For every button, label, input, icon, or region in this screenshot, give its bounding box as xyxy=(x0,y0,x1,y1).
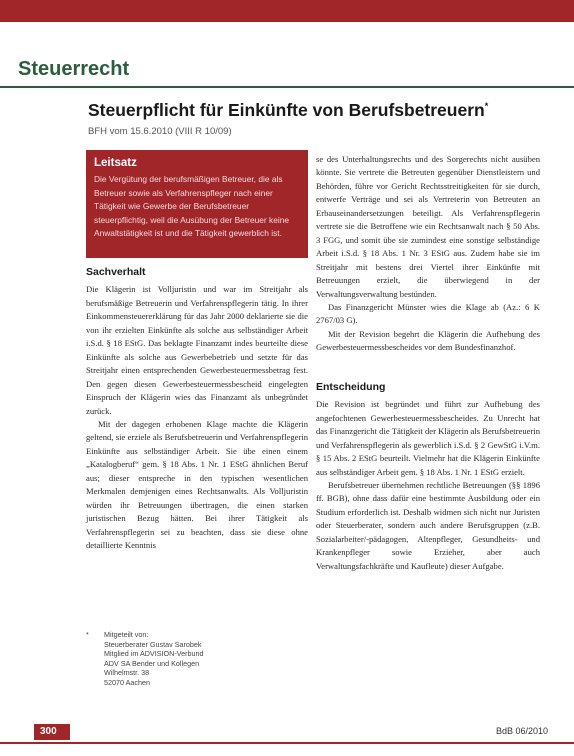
left-column xyxy=(86,266,308,553)
article-title-text: Steuerpflicht für Einkünfte von Berufsbetreuern xyxy=(88,100,485,120)
right-column xyxy=(316,153,540,573)
leitsatz-text: Die Vergütung der berufsmäßigen Betreuer, die als Betreuer sowie als Verfahrenspfleger nach einer Tätigkeit wie Gewerbe der Berufsbetreuer steuerpflichtig, weil die Ausübung der Betreuer keine Anwaltstätigkeit ist und die Tätigkeit gewerblich ist. xyxy=(94,174,290,239)
footnote xyxy=(86,630,203,688)
footnote-line: ADV SA Bender und Kollegen xyxy=(104,658,200,668)
footnote-mark: * xyxy=(86,630,89,639)
article-title xyxy=(88,100,488,121)
entscheidung-heading: Entscheidung xyxy=(316,380,386,393)
body-paragraph: Das Finanzgericht Münster wies die Klage ab (Az.: 6 K 2767/03 G). xyxy=(316,301,540,326)
footnote-line: Mitglied im ADVISION-Verbund xyxy=(104,649,204,659)
entscheidung-paragraph: Berufsbetreuer übernehmen rechtliche Betreuungen (§§ 1896 ff. BGB), ohne dass dafür eine bestimmte Ausbildung oder ein Studium erforderlich ist. Deshalb widmen sich nicht nur Juristen oder Steuerberater, sondern auch andere Berufsgruppen (z.B. Sozialarbeiter/-pädagogen, Altenpfleger, Gesundheits- und Krankenpfleger sowie Erzieher, aber auch Verwaltungsfachkräfte und Kaufleute) dieser Aufgabe. xyxy=(316,479,540,571)
sachverhalt-heading: Sachverhalt xyxy=(86,266,146,278)
footnote-reference: * xyxy=(484,101,489,112)
sachverhalt-paragraph: Mit der dagegen erhobenen Klage machte die Klägerin geltend, sie erziele als Berufsbetreuerin und Verfahrenspflegerin Einkünfte aus selbständiger Arbeit. Sie übe einen einem „Katalogberuf“ gem. § 18 Abs. 1 Nr. 1 EStG ähnlichen Beruf aus; dieser entspreche in den typischen wesentlichen Merkmalen demjenigen eines Rechtsanwalts. Als Volljuristin würden ihr Betreuungen übertragen, die einen starken juristischen Bezug hätten. Bei ihrer Tätigkeit als Verfahrenspflegerin sei zu beachten, dass sie diese ohne detaillierte Kenntnis xyxy=(86,418,308,551)
footnote-line: Mitgeteilt von: xyxy=(104,630,149,639)
section-divider xyxy=(0,86,574,88)
leitsatz-heading: Leitsatz xyxy=(94,157,137,169)
footnote-line: 52070 Aachen xyxy=(104,677,150,687)
sachverhalt-paragraph: Die Klägerin ist Volljuristin und war im Streitjahr als berufsmäßige Betreuerin und Verfahrenspflegerin tätig. In ihrer Einkommensteuererklärung für das Jahr 2000 deklarierte sie die von ihr erzielten Einkünfte als solche aus selbständiger Arbeit i.S.d. § 18 EStG. Das beklagte Finanzamt indes beurteilte diese Einkünfte als solche aus Gewerbebetrieb und setzte für das Streitjahr einen entsprechenden Gewerbesteuermessbetrag fest. Den gegen diesen Gewerbesteuermessbescheid eingelegten Einspruch der Klägerin wies das Finanzamt als unbegründet zurück. xyxy=(86,284,308,416)
body-paragraph: Mit der Revision begehrt die Klägerin die Aufhebung des Gewerbesteuermessbescheides vor dem Bundesfinanzhof. xyxy=(316,328,540,353)
leitsatz-box xyxy=(86,150,308,258)
section-heading: Steuerrecht xyxy=(18,58,130,80)
article-citation: BFH vom 15.6.2010 (VIII R 10/09) xyxy=(88,126,232,137)
body-paragraph: se des Unterhaltungsrechts und des Sorgerechts nicht ausüben könnte. Sie vertrete die Betreuten gegenüber Dienstleistern und Behörden, führe vor Gericht Rechtsstreitigkeiten für sie durch, entwerfe Verträge und sei als Vertreterin von Betreuten an Erbauseinandersetzungen beteiligt. Als Verfahrenspflegerin vertrete sie die Betroffene wie ein Rechtsanwalt nach § 50 Abs. 3 FGG, und somit übe sie zumindest eine sonstige selbständige Arbeit i.S.d. § 18 Abs. 1 Nr. 3 EStG aus. Zudem habe sie im Streitjahr mit bestens drei Viertel ihrer Einkünfte mit Betreuungen erzielt, die überwiegend in der Verwaltungsverwaltung bestünden. xyxy=(316,154,540,299)
top-banner xyxy=(0,0,574,22)
journal-issue: BdB 06/2010 xyxy=(495,726,548,736)
footer-rule xyxy=(0,742,574,744)
footnote-line: Steuerberater Gustav Sarobek xyxy=(104,639,202,649)
page-number: 300 xyxy=(40,726,57,737)
footnote-line: Wilhelmstr. 38 xyxy=(104,668,150,678)
entscheidung-paragraph: Die Revision ist begründet und führt zur Aufhebung des angefochtenen Gewerbesteuermessbescheides. Zu Unrecht hat das Finanzgericht die Tätigkeit der Klägerin als Berufsbetreuerin und Verfahrenspflegerin als gewerblich i.S.d. § 2 GewStG i.V.m. § 15 Abs. 2 EStG beurteilt. Vielmehr hat die Klägerin Einkünfte aus selbständiger Arbeit gem. § 18 Abs. 1 Nr. 1 EStG erzielt. xyxy=(316,399,540,477)
